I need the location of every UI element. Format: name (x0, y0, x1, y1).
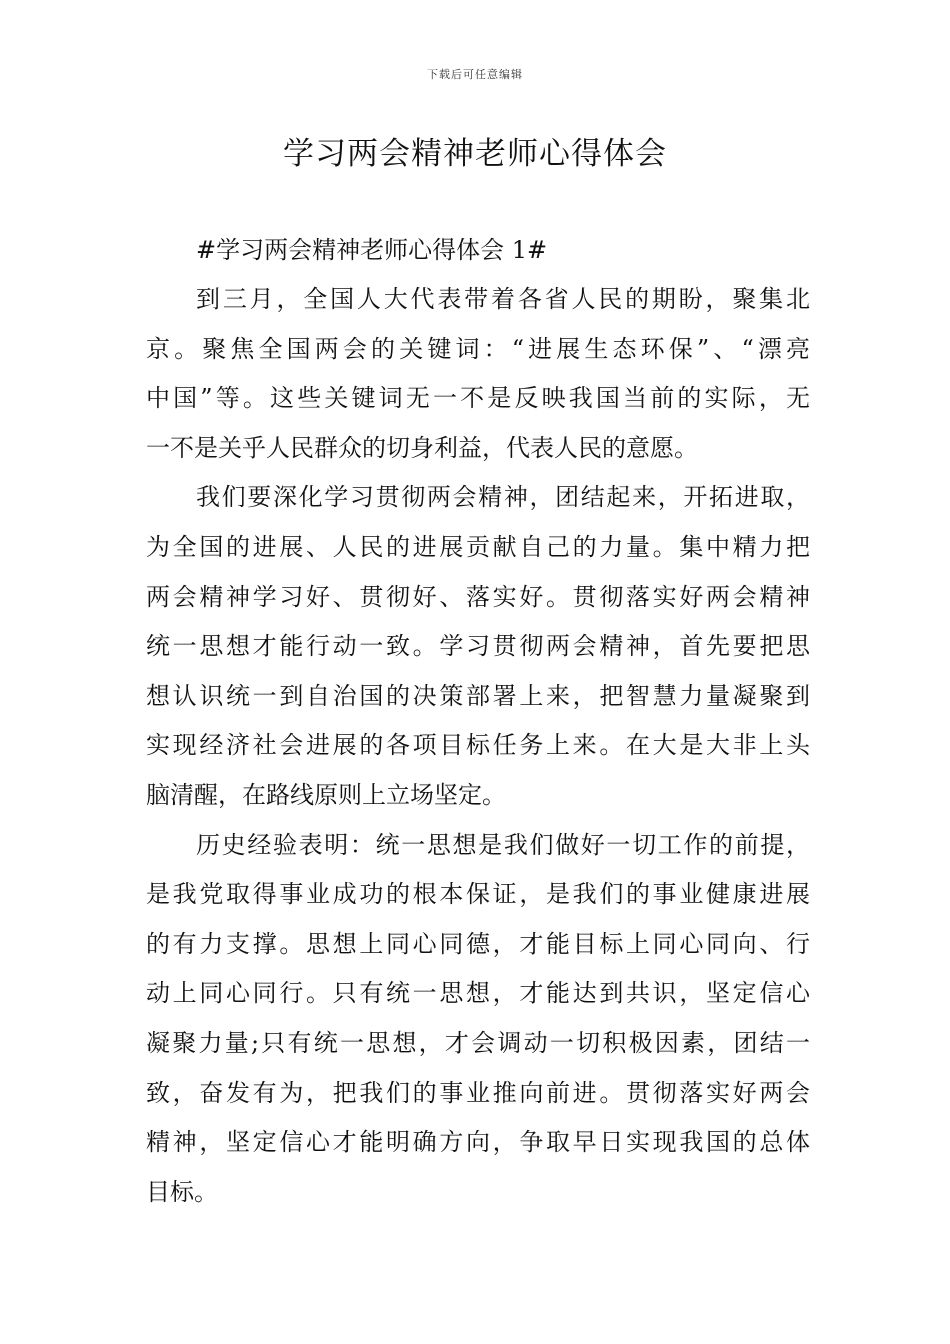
header-note: 下载后可任意编辑 (427, 68, 523, 81)
paragraph-line: 我们要深化学习贯彻两会精神，团结起来，开拓进取， (196, 483, 810, 512)
paragraph-line: 想认识统一到自治国的决策部署上来，把智慧力量凝聚到 (146, 681, 810, 710)
paragraph-line: 动上同心同行。只有统一思想，才能达到共识，坚定信心 (146, 979, 810, 1008)
paragraph-line: 目标。 (146, 1177, 218, 1206)
paragraph-line: 历史经验表明：统一思想是我们做好一切工作的前提， (196, 830, 810, 859)
paragraph-line: 的有力支撑。思想上同心同德，才能目标上同心同向、行 (146, 929, 810, 958)
paragraph-1 (146, 275, 810, 473)
paragraph-line: 统一思想才能行动一致。学习贯彻两会精神，首先要把思 (146, 632, 810, 661)
paragraph-line: 京。聚焦全国两会的关键词：“进展生态环保”、“漂亮 (146, 334, 810, 363)
paragraph-line: 致，奋发有为，把我们的事业推向前进。贯彻落实好两会 (146, 1078, 810, 1107)
paragraph-line: 脑清醒，在路线原则上立场坚定。 (146, 780, 506, 809)
paragraph-line: 精神，坚定信心才能明确方向，争取早日实现我国的总体 (146, 1128, 810, 1157)
paragraph-line: 中国”等。这些关键词无一不是反映我国当前的实际，无 (146, 384, 810, 413)
paragraph-3 (146, 821, 810, 1218)
paragraph-2 (146, 473, 810, 820)
paragraph-line: 凝聚力量;只有统一思想，才会调动一切积极因素，团结一 (146, 1028, 810, 1057)
paragraph-line: 实现经济社会进展的各项目标任务上来。在大是大非上头 (146, 731, 810, 760)
paragraph-line: 一不是关乎人民群众的切身利益，代表人民的意愿。 (146, 433, 698, 462)
paragraph-line: 为全国的进展、人民的进展贡献自己的力量。集中精力把 (146, 532, 810, 561)
paragraph-line: 两会精神学习好、贯彻好、落实好。贯彻落实好两会精神 (146, 582, 810, 611)
paragraph-line: 是我党取得事业成功的根本保证，是我们的事业健康进展 (146, 880, 810, 909)
paragraph-line: 到三月，全国人大代表带着各省人民的期盼，聚集北 (196, 285, 810, 313)
document-body (146, 226, 810, 1217)
section-subheading: #学习两会精神老师心得体会 1# (196, 236, 548, 264)
document-title: 学习两会精神老师心得体会 (283, 136, 667, 172)
